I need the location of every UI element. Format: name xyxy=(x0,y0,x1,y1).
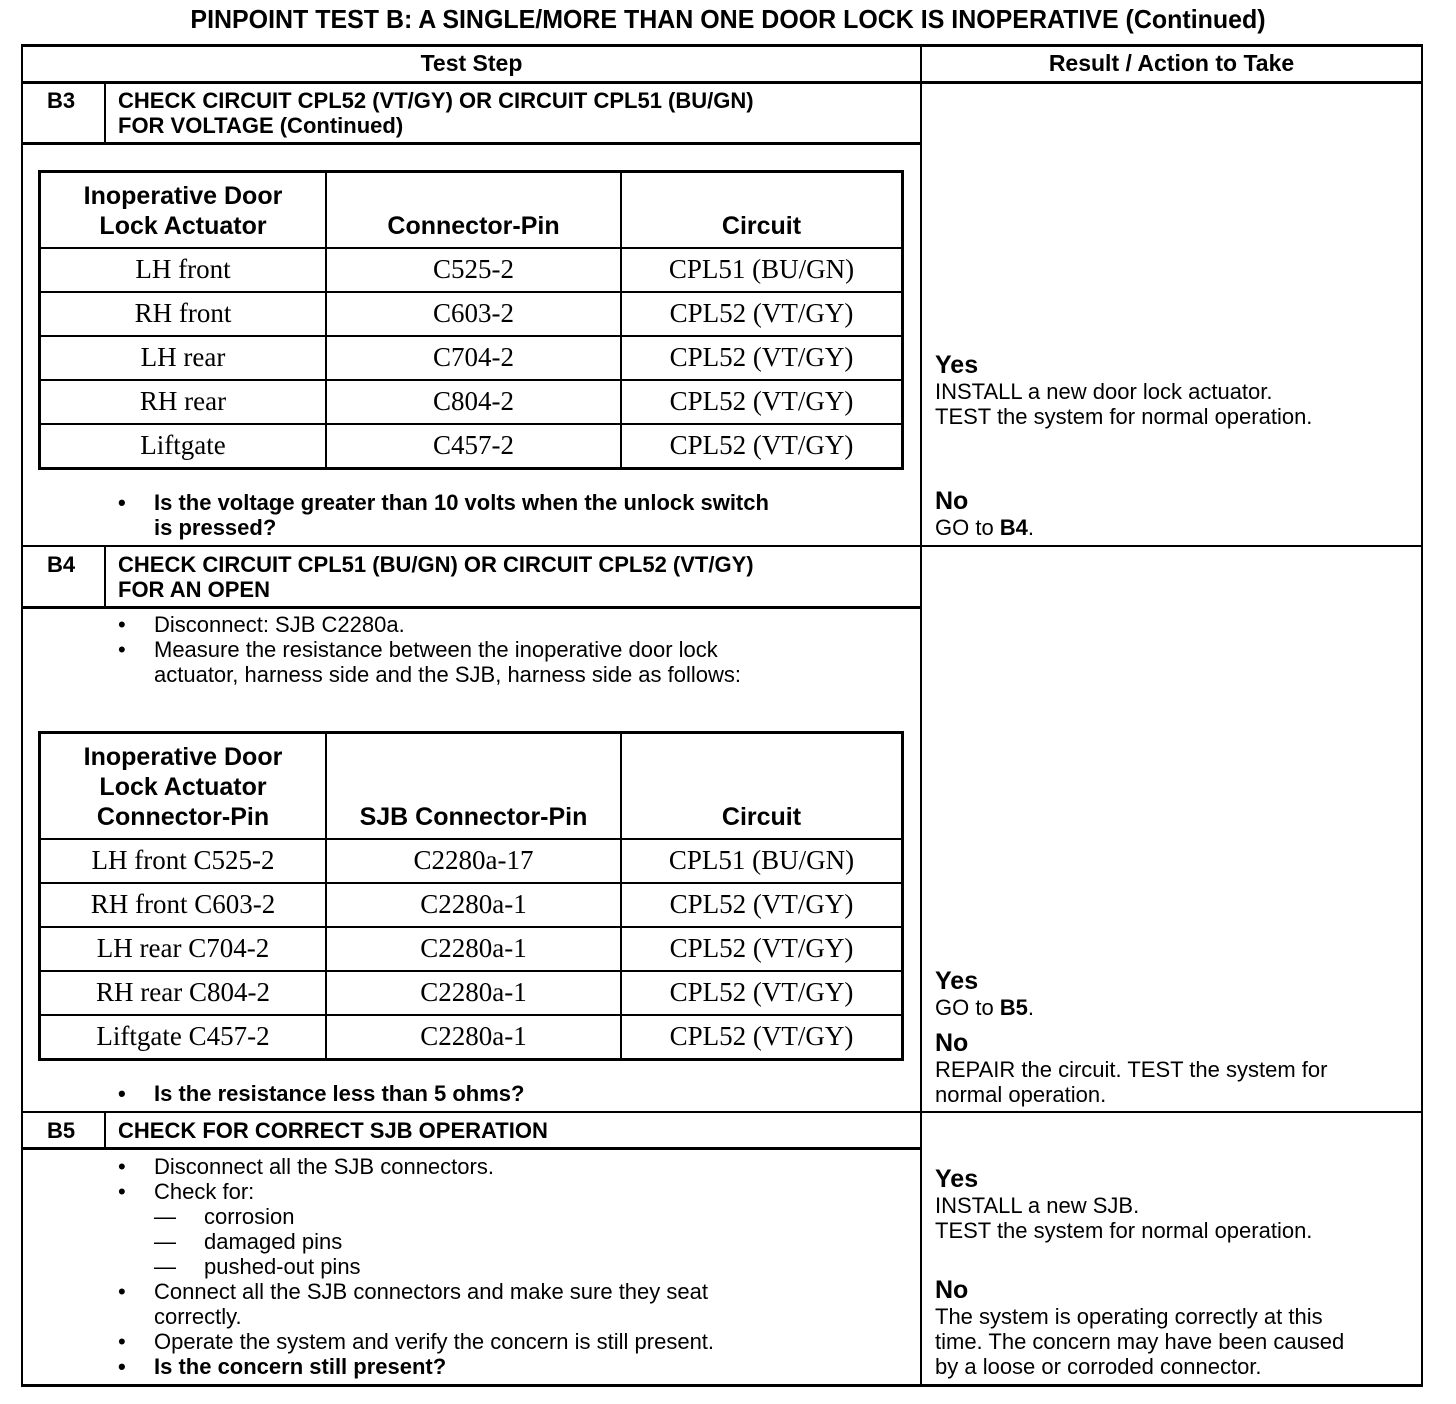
table-cell: LH front xyxy=(40,248,327,292)
frame-left xyxy=(21,44,23,1387)
table-cell: C704-2 xyxy=(326,336,621,380)
step-title: CHECK FOR CORRECT SJB OPERATION xyxy=(118,1118,548,1143)
step-id-divider xyxy=(104,82,106,144)
table-row xyxy=(40,839,903,883)
bullet-icon: • xyxy=(118,1329,126,1354)
table-cell: C2280a-1 xyxy=(326,883,621,927)
bullet-icon: • xyxy=(118,1179,126,1204)
result-yes: Yes INSTALL a new SJB. TEST the system for normal operation. xyxy=(935,1165,1313,1243)
table-cell: CPL52 (VT/GY) xyxy=(621,927,903,971)
result-no: No The system is operating correctly at this time. The concern may have been caused by a loose or corroded connector. xyxy=(935,1276,1345,1379)
table-cell: CPL52 (VT/GY) xyxy=(621,380,903,424)
result-yes: Yes GO to B5. xyxy=(935,967,1035,1020)
step-title-divider xyxy=(21,142,921,145)
table-row xyxy=(40,424,903,469)
bullet-icon: • xyxy=(118,612,126,637)
table-row xyxy=(40,248,903,292)
frame-right xyxy=(1421,44,1423,1387)
table-cell: RH front C603-2 xyxy=(40,883,327,927)
table-cell: CPL51 (BU/GN) xyxy=(621,839,903,883)
table-row xyxy=(40,1015,903,1060)
column-header: Circuit xyxy=(621,172,903,248)
table-cell: Liftgate xyxy=(40,424,327,469)
column-header: Circuit xyxy=(621,733,903,839)
result-no: No REPAIR the circuit. TEST the system for normal operation. xyxy=(935,1029,1328,1107)
table-row xyxy=(40,380,903,424)
column-header: Inoperative Door Lock Actuator xyxy=(40,172,327,248)
table-cell: C525-2 xyxy=(326,248,621,292)
table-cell: C2280a-1 xyxy=(326,927,621,971)
bullet-icon: • xyxy=(118,637,126,662)
yes-label: Yes xyxy=(935,967,979,995)
table-row xyxy=(40,927,903,971)
no-label: No xyxy=(935,487,969,515)
step-id: B5 xyxy=(47,1118,76,1143)
result-no: No GO to B4. xyxy=(935,487,1035,540)
table-cell: RH rear xyxy=(40,380,327,424)
bullet-icon: • xyxy=(118,1154,126,1179)
step-id-divider xyxy=(104,1112,106,1149)
step-title: CHECK CIRCUIT CPL52 (VT/GY) OR CIRCUIT CPL51 (BU/GN) FOR VOLTAGE (Continued) xyxy=(118,88,754,138)
connector-table xyxy=(38,170,904,470)
header-test-step: Test Step xyxy=(420,50,523,76)
frame-top xyxy=(21,44,1423,47)
table-row xyxy=(40,971,903,1015)
table-cell: CPL52 (VT/GY) xyxy=(621,883,903,927)
bullet-icon: • xyxy=(118,1354,126,1379)
column-header: Inoperative Door Lock Actuator Connector-Pin xyxy=(40,733,327,839)
table-cell: C2280a-17 xyxy=(326,839,621,883)
step-title-divider xyxy=(21,606,921,609)
table-cell: LH front C525-2 xyxy=(40,839,327,883)
table-cell: CPL52 (VT/GY) xyxy=(621,336,903,380)
resistance-table xyxy=(38,731,904,1061)
result-yes: Yes INSTALL a new door lock actuator. TEST the system for normal operation. xyxy=(935,351,1313,429)
step-divider xyxy=(21,545,1423,547)
step-reference-link[interactable]: B4 xyxy=(999,515,1028,540)
step-reference-link[interactable]: B5 xyxy=(999,995,1028,1020)
table-cell: RH rear C804-2 xyxy=(40,971,327,1015)
step-id: B4 xyxy=(47,552,76,577)
table-row xyxy=(40,883,903,927)
bullet-icon: • xyxy=(118,490,126,515)
table-row xyxy=(40,336,903,380)
dash-icon: — xyxy=(154,1254,176,1279)
step-divider xyxy=(21,1111,1423,1113)
page-title: PINPOINT TEST B: A SINGLE/MORE THAN ONE DOOR LOCK IS INOPERATIVE (Continued) xyxy=(190,4,1266,34)
column-header: Connector-Pin xyxy=(326,172,621,248)
table-cell: LH rear xyxy=(40,336,327,380)
table-cell: CPL52 (VT/GY) xyxy=(621,971,903,1015)
header-result-action: Result / Action to Take xyxy=(1048,50,1295,76)
no-label: No xyxy=(935,1029,969,1057)
dash-icon: — xyxy=(154,1204,176,1229)
table-cell: CPL52 (VT/GY) xyxy=(621,424,903,469)
step-title: CHECK CIRCUIT CPL51 (BU/GN) OR CIRCUIT CPL52 (VT/GY) FOR AN OPEN xyxy=(118,552,754,602)
table-cell: CPL51 (BU/GN) xyxy=(621,248,903,292)
bullet-icon: • xyxy=(118,1081,126,1106)
yes-label: Yes xyxy=(935,1165,979,1193)
table-cell: RH front xyxy=(40,292,327,336)
table-cell: C2280a-1 xyxy=(326,971,621,1015)
frame-bottom xyxy=(21,1384,1423,1387)
step-id: B3 xyxy=(47,88,76,113)
table-cell: CPL52 (VT/GY) xyxy=(621,1015,903,1060)
table-cell: Liftgate C457-2 xyxy=(40,1015,327,1060)
bullet-icon: • xyxy=(118,1279,126,1304)
table-cell: C603-2 xyxy=(326,292,621,336)
table-row xyxy=(40,292,903,336)
table-cell: LH rear C704-2 xyxy=(40,927,327,971)
table-cell: C457-2 xyxy=(326,424,621,469)
header-divider xyxy=(21,81,1423,84)
no-label: No xyxy=(935,1276,969,1304)
table-cell: C804-2 xyxy=(326,380,621,424)
dash-icon: — xyxy=(154,1229,176,1254)
step-title-divider xyxy=(21,1147,921,1150)
yes-label: Yes xyxy=(935,351,979,379)
column-header: SJB Connector-Pin xyxy=(326,733,621,839)
table-cell: CPL52 (VT/GY) xyxy=(621,292,903,336)
table-cell: C2280a-1 xyxy=(326,1015,621,1060)
column-divider xyxy=(920,44,922,1387)
step-id-divider xyxy=(104,546,106,608)
